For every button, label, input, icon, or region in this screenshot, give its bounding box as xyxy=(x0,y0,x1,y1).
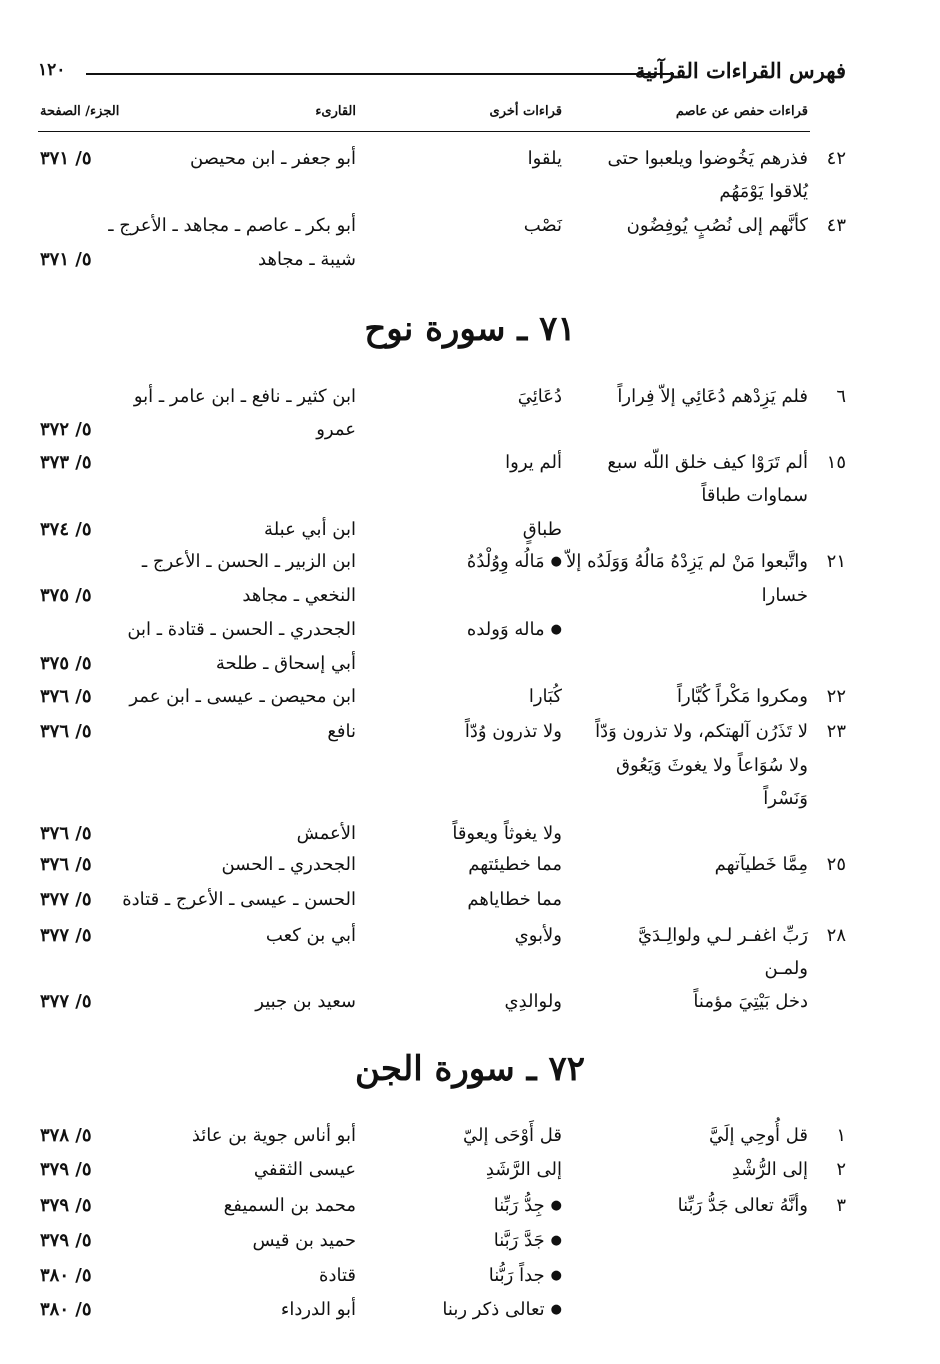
hafs-reading: ولا سُوَاعاً ولا يغوثَ وَيَعُوق xyxy=(616,755,808,776)
page-ref: ٥/ ٣٧٦ xyxy=(40,854,92,875)
other-reading: دُعَائِيَ xyxy=(517,386,562,407)
reader-name: أبو بكر ـ عاصم ـ مجاهد ـ الأعرج ـ xyxy=(108,215,356,236)
verse-number: ٢١ xyxy=(826,551,846,572)
hafs-reading: وَنَسْراً xyxy=(763,788,808,809)
page-ref: ٥/ ٣٧٩ xyxy=(40,1195,92,1216)
hafs-reading: خسارا xyxy=(761,585,808,606)
other-reading: مما خطيئتهم xyxy=(468,854,562,875)
verse-number: ١٥ xyxy=(826,452,846,473)
reader-name: قتادة xyxy=(319,1265,356,1286)
reader-name: عمرو xyxy=(316,419,356,440)
other-reading: ألم يروا xyxy=(505,452,562,473)
column-header-rule xyxy=(38,131,810,132)
hafs-reading: مِمَّا خَطيآتهم xyxy=(714,854,808,875)
other-reading: ولأبوي xyxy=(514,925,562,946)
hafs-reading: لا تَذَرُن آلهتكم، ولا تذرون وَدّاً xyxy=(595,721,808,742)
verse-number: ٢ xyxy=(836,1159,846,1180)
reader-name: أبو الدرداء xyxy=(280,1299,356,1320)
reader-name: أبو جعفر ـ ابن محيصن xyxy=(189,148,356,169)
hafs-reading: ولمـن xyxy=(764,958,808,979)
page-ref: ٥/ ٣٧٦ xyxy=(40,721,92,742)
col-header-other: قراءات أخرى xyxy=(489,104,562,119)
verse-number: ٢٥ xyxy=(826,854,846,875)
col-header-reader: القارىء xyxy=(315,104,356,119)
verse-number: ١ xyxy=(836,1125,846,1146)
other-reading: ولا يغوثاً ويعوقاً xyxy=(452,823,562,844)
reader-name: الأعمش xyxy=(296,823,356,844)
page-ref: ٥/ ٣٧٢ xyxy=(40,419,92,440)
hafs-reading: واتَّبعوا مَنْ لم يَزِدْهُ مَالُهُ وَوَلَدُه إلاّ xyxy=(566,551,808,572)
surah-heading-nuh: ٧١ ـ سورة نوح xyxy=(364,309,576,349)
hafs-reading: كأنَّهم إلى نُصُبٍ يُوفِضُون xyxy=(626,215,808,236)
reader-name: أبي إسحاق ـ طلحة xyxy=(215,653,356,674)
verse-number: ٢٣ xyxy=(826,721,846,742)
reader-name: الجحدري ـ الحسن ـ قتادة ـ ابن xyxy=(127,619,356,640)
other-reading: ● جِدُّ رَبِّنا xyxy=(494,1192,562,1222)
page-ref: ٥/ ٣٧٧ xyxy=(40,889,92,910)
page-number: ١٢٠ xyxy=(38,60,66,80)
hafs-reading: ألم تَرَوْا كيف خلق اللّه سبع xyxy=(607,452,808,473)
surah-heading-jinn: ٧٢ ـ سورة الجن xyxy=(355,1049,585,1089)
hafs-reading: يُلاقوا يَوْمَهُم xyxy=(719,181,808,202)
hafs-reading: إلى الرُّشْدِ xyxy=(731,1159,808,1180)
verse-number: ٢٨ xyxy=(826,925,846,946)
page-ref: ٥/ ٣٧٥ xyxy=(40,585,92,606)
reader-name: نافع xyxy=(327,721,356,742)
reader-name: سعيد بن جبير xyxy=(255,991,356,1012)
page-ref: ٥/ ٣٧٥ xyxy=(40,653,92,674)
verse-number: ٣ xyxy=(836,1195,846,1216)
other-reading: إلى الرَّشَدِ xyxy=(485,1159,562,1180)
page-ref: ٥/ ٣٨٠ xyxy=(40,1265,92,1286)
other-reading: قل أَوْحَى إليّ xyxy=(463,1125,562,1146)
page-ref: ٥/ ٣٧٧ xyxy=(40,925,92,946)
hafs-reading: سماوات طباقاً xyxy=(701,485,808,506)
running-title: فهرس القراءات القرآنية xyxy=(634,58,846,83)
hafs-reading: دخل بَيْتِيَ مؤمناً xyxy=(693,991,808,1012)
reader-name: ابن محيصن ـ عيسى ـ ابن عمر xyxy=(129,686,356,707)
other-reading: كُبَارا xyxy=(528,686,562,707)
page-ref: ٥/ ٣٨٠ xyxy=(40,1299,92,1320)
col-header-page: الجزء/ الصفحة xyxy=(40,104,120,119)
verse-number: ٦ xyxy=(836,386,846,407)
page-ref: ٥/ ٣٧٣ xyxy=(40,452,92,473)
hafs-reading: فلم يَزِدْهم دُعَائِي إلاّ فِراراً xyxy=(617,386,808,407)
page-ref: ٥/ ٣٧٦ xyxy=(40,686,92,707)
reader-name: أبي بن كعب xyxy=(265,925,356,946)
running-header xyxy=(38,58,846,92)
page-ref: ٥/ ٣٧٨ xyxy=(40,1125,92,1146)
other-reading: ● جداً رَبُّنا xyxy=(489,1262,562,1292)
reader-name: النخعي ـ مجاهد xyxy=(242,585,356,606)
page-ref: ٥/ ٣٧٦ xyxy=(40,823,92,844)
other-reading: مما خطاياهم xyxy=(467,889,562,910)
reader-name: أبو أناس جوية بن عائذ xyxy=(191,1125,356,1146)
reader-name: شيبة ـ مجاهد xyxy=(258,249,356,270)
page-ref: ٥/ ٣٧٩ xyxy=(40,1159,92,1180)
reader-name: عيسى الثقفي xyxy=(253,1159,356,1180)
page-ref: ٥/ ٣٧٤ xyxy=(40,519,92,540)
other-reading: ● جَدَّ رَبَّنا xyxy=(494,1227,562,1257)
other-reading: ● تعالى ذكر ربنا xyxy=(442,1296,562,1326)
other-reading: يلقوا xyxy=(527,148,562,169)
verse-number: ٤٣ xyxy=(826,215,846,236)
reader-name: محمد بن السميفع xyxy=(223,1195,356,1216)
hafs-reading: فذرهم يَخُوضوا ويلعبوا حتى xyxy=(607,148,808,169)
other-reading: طباقٍ xyxy=(522,519,562,540)
hafs-reading: قل أُوحِي إلَيَّ xyxy=(709,1125,808,1146)
page-ref: ٥/ ٣٧١ xyxy=(40,249,92,270)
other-reading: ولوالدِي xyxy=(504,991,562,1012)
other-reading: ولا تذرون وُدّاً xyxy=(464,721,562,742)
reader-name: الحسن ـ عيسى ـ الأعرج ـ قتادة xyxy=(122,889,356,910)
header-rule xyxy=(86,73,674,75)
verse-number: ٢٢ xyxy=(826,686,846,707)
reader-name: حميد بن قيس xyxy=(252,1230,356,1251)
reader-name: الجحدري ـ الحسن xyxy=(221,854,356,875)
page-ref: ٥/ ٣٧٩ xyxy=(40,1230,92,1251)
reader-name: ابن الزبير ـ الحسن ـ الأعرج ـ xyxy=(141,551,356,572)
other-reading: نَصْب xyxy=(523,215,562,236)
hafs-reading: رَبِّ اغفـر لـي ولوالِـدَيَّ xyxy=(637,925,808,946)
reader-name: ابن كثير ـ نافع ـ ابن عامر ـ أبو xyxy=(133,386,356,407)
col-header-hafs: قراءات حفص عن عاصم xyxy=(675,104,808,119)
page-ref: ٥/ ٣٧١ xyxy=(40,148,92,169)
verse-number: ٤٢ xyxy=(826,148,846,169)
hafs-reading: ومكروا مَكْراً كُبَّاراً xyxy=(676,686,808,707)
other-reading: ● ماله وَولده xyxy=(467,616,562,646)
hafs-reading: وأنَّهُ تعالى جَدُّ رَبِّنا xyxy=(677,1195,808,1216)
other-reading: ● مَالُه وِوُلْدُهُ xyxy=(467,548,562,578)
reader-name: ابن أبي عبلة xyxy=(264,519,356,540)
page-ref: ٥/ ٣٧٧ xyxy=(40,991,92,1012)
